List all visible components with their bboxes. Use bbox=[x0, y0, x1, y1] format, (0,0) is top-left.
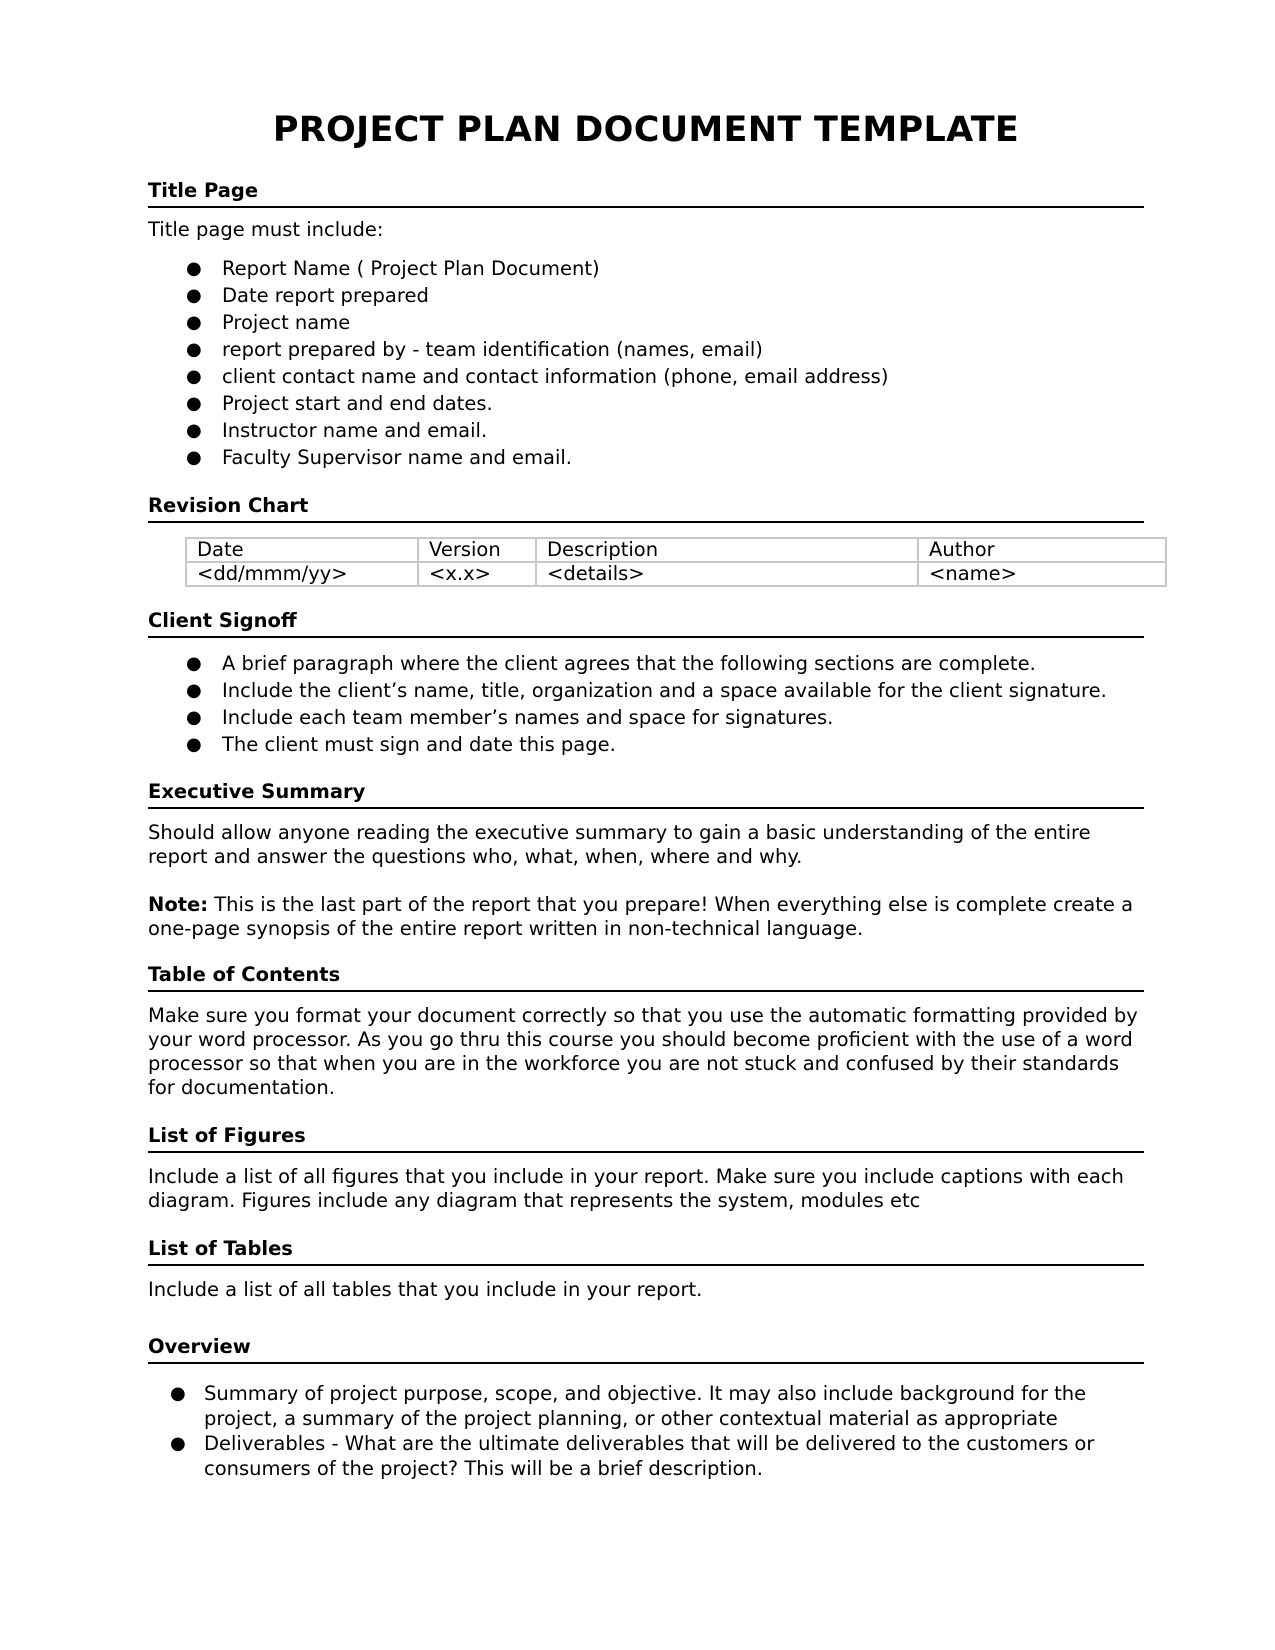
client-signoff-list bbox=[148, 650, 1144, 758]
bullet-icon: ● bbox=[186, 734, 202, 755]
table-of-contents-body: Make sure you format your document correctly so that you use the automatic formatting provided by your word processor. As you go thru this course you should become proficient with the use of a word processor so that when you are in the workforce you are not stuck and confused by their standards for documentation. bbox=[148, 1004, 1138, 1099]
section-heading: Table of Contents bbox=[148, 962, 1144, 992]
column-header: Version bbox=[418, 538, 536, 562]
list-item: ● Include each team member’s names and space for signatures. bbox=[186, 706, 834, 729]
overview-list bbox=[148, 1381, 1144, 1481]
bullet-icon: ● bbox=[186, 339, 202, 360]
table-cell: <dd/mmm/yy> bbox=[186, 562, 418, 586]
bullet-icon: ● bbox=[186, 653, 202, 674]
column-header: Author bbox=[918, 538, 1166, 562]
section-heading: Overview bbox=[148, 1334, 1144, 1364]
section-revision-chart bbox=[148, 493, 1144, 587]
bullet-icon: ● bbox=[186, 447, 202, 468]
table-cell: <name> bbox=[918, 562, 1166, 586]
title-page-intro: Title page must include: bbox=[148, 218, 384, 241]
list-of-figures-body: Include a list of all figures that you include in your report. Make sure you include captions with each diagram. Figures include any diagram that represents the system, modules etc bbox=[148, 1165, 1124, 1212]
section-table-of-contents bbox=[148, 962, 1144, 1100]
bullet-icon: ● bbox=[186, 680, 202, 701]
list-item: ● Report Name ( Project Plan Document) bbox=[186, 257, 600, 280]
list-item: ● Project start and end dates. bbox=[186, 392, 493, 415]
section-heading: List of Figures bbox=[148, 1123, 1144, 1153]
list-item: ● Deliverables - What are the ultimate deliverables that will be delivered to the customers or consumers of the project? This will be a brief description. bbox=[170, 1432, 1095, 1480]
bullet-icon: ● bbox=[186, 312, 202, 333]
list-item: ● Date report prepared bbox=[186, 284, 429, 307]
table-cell: <details> bbox=[536, 562, 918, 586]
title-page-list bbox=[148, 255, 1144, 471]
table-cell: <x.x> bbox=[418, 562, 536, 586]
list-item: ● Include the client’s name, title, organization and a space available for the client signature. bbox=[186, 679, 1107, 702]
bullet-icon: ● bbox=[186, 366, 202, 387]
list-item: ● Faculty Supervisor name and email. bbox=[186, 446, 573, 469]
section-heading: Client Signoff bbox=[148, 608, 1144, 638]
bullet-icon: ● bbox=[170, 1383, 186, 1404]
column-header: Description bbox=[536, 538, 918, 562]
executive-summary-note bbox=[148, 893, 1144, 941]
list-item: ● Project name bbox=[186, 311, 351, 334]
document-title: PROJECT PLAN DOCUMENT TEMPLATE bbox=[272, 110, 1020, 150]
bullet-icon: ● bbox=[186, 285, 202, 306]
table-row bbox=[186, 562, 1166, 586]
bullet-icon: ● bbox=[170, 1433, 186, 1454]
list-item: ● report prepared by - team identification (names, email) bbox=[186, 338, 763, 361]
note-label: Note: bbox=[148, 893, 209, 916]
note-text: This is the last part of the report that you prepare! When everything else is complete create a one-page synopsis of the entire report written in non-technical language. bbox=[148, 893, 1134, 940]
section-overview bbox=[148, 1334, 1144, 1481]
bullet-icon: ● bbox=[186, 707, 202, 728]
list-item: ● client contact name and contact information (phone, email address) bbox=[186, 365, 889, 388]
list-of-tables-body: Include a list of all tables that you include in your report. bbox=[148, 1278, 703, 1301]
bullet-icon: ● bbox=[186, 393, 202, 414]
column-header: Date bbox=[186, 538, 418, 562]
section-list-of-figures bbox=[148, 1123, 1144, 1213]
revision-table bbox=[185, 537, 1167, 587]
list-item: ● Instructor name and email. bbox=[186, 419, 488, 442]
bullet-icon: ● bbox=[186, 258, 202, 279]
section-heading: Title Page bbox=[148, 178, 1144, 208]
section-list-of-tables bbox=[148, 1236, 1144, 1302]
section-heading: Executive Summary bbox=[148, 779, 1144, 809]
section-client-signoff bbox=[148, 608, 1144, 758]
section-heading: List of Tables bbox=[148, 1236, 1144, 1266]
bullet-icon: ● bbox=[186, 420, 202, 441]
executive-summary-body: Should allow anyone reading the executive summary to gain a basic understanding of the entire report and answer the questions who, what, when, where and why. bbox=[148, 821, 1091, 868]
section-heading: Revision Chart bbox=[148, 493, 1144, 523]
section-title-page bbox=[148, 178, 1144, 471]
list-item: ● The client must sign and date this page. bbox=[186, 733, 616, 756]
section-executive-summary bbox=[148, 779, 1144, 941]
list-item: ● A brief paragraph where the client agrees that the following sections are complete. bbox=[186, 652, 1036, 675]
list-item: ● Summary of project purpose, scope, and objective. It may also include background for the project, a summary of the project planning, or other contextual material as appropriate bbox=[170, 1382, 1087, 1430]
table-header-row bbox=[186, 538, 1166, 562]
